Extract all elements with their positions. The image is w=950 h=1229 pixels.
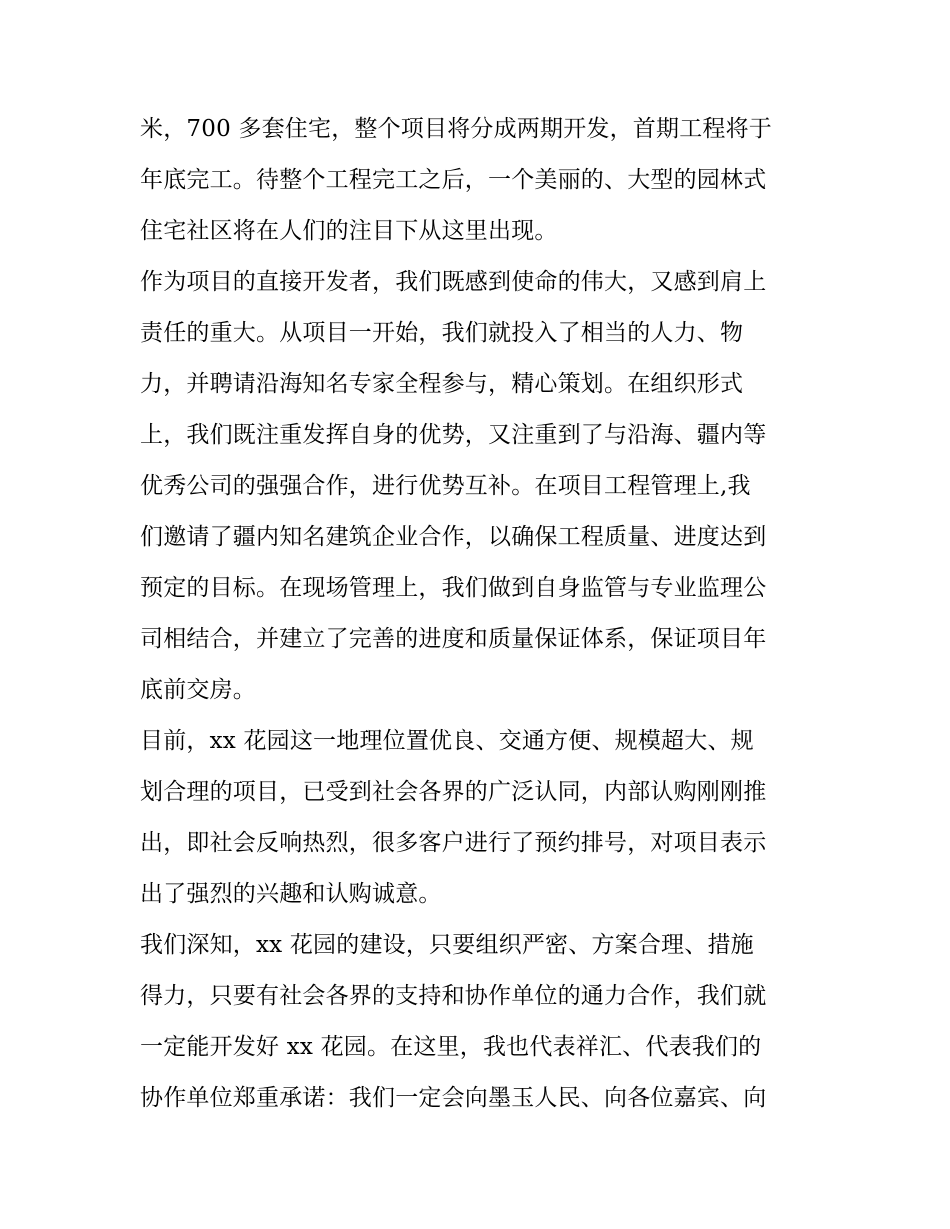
text-line: 预定的目标。在现场管理上，我们做到自身监管与专业监理公 <box>140 575 767 601</box>
paragraph-2 <box>140 257 820 716</box>
text-line: 们邀请了疆内知名建筑企业合作，以确保工程质量、进度达到 <box>140 524 767 550</box>
text-line: 我们深知，xx 花园的建设，只要组织严密、方案合理、措施 <box>140 932 754 958</box>
text-line: 米，700 多套住宅，整个项目将分成两期开发，首期工程将于 <box>140 116 773 142</box>
text-line: 年底完工。待整个工程完工之后，一个美丽的、大型的园林式 <box>140 167 767 193</box>
paragraph-4 <box>140 920 820 1124</box>
text-line: 作为项目的直接开发者，我们既感到使命的伟大，又感到肩上 <box>140 269 767 295</box>
text-line: 出了强烈的兴趣和认购诚意。 <box>140 881 442 907</box>
text-line: 优秀公司的强强合作，进行优势互补。在项目工程管理上,我 <box>140 473 751 499</box>
text-line: 划合理的项目，已受到社会各界的广泛认同，内部认购刚刚推 <box>140 779 767 805</box>
text-line: 得力，只要有社会各界的支持和协作单位的通力合作，我们就 <box>140 983 767 1009</box>
text-line: 底前交房。 <box>140 677 256 703</box>
text-line: 司相结合，并建立了完善的进度和质量保证体系，保证项目年 <box>140 626 767 652</box>
text-line: 出，即社会反响热烈，很多客户进行了预约排号，对项目表示 <box>140 830 767 856</box>
text-line: 力，并聘请沿海知名专家全程参与，精心策划。在组织形式 <box>140 371 744 397</box>
paragraph-3 <box>140 716 820 920</box>
text-line: 责任的重大。从项目一开始，我们就投入了相当的人力、物 <box>140 320 744 346</box>
document-body <box>140 104 820 1124</box>
text-line: 住宅社区将在人们的注目下从这里出现。 <box>140 218 558 244</box>
text-line: 目前，xx 花园这一地理位置优良、交通方便、规模超大、规 <box>140 728 754 754</box>
text-line: 协作单位郑重承诺：我们一定会向墨玉人民、向各位嘉宾、向 <box>140 1085 767 1111</box>
text-line: 上，我们既注重发挥自身的优势，又注重到了与沿海、疆内等 <box>140 422 767 448</box>
paragraph-1 <box>140 104 820 257</box>
text-line: 一定能开发好 xx 花园。在这里，我也代表祥汇、代表我们的 <box>140 1034 762 1060</box>
